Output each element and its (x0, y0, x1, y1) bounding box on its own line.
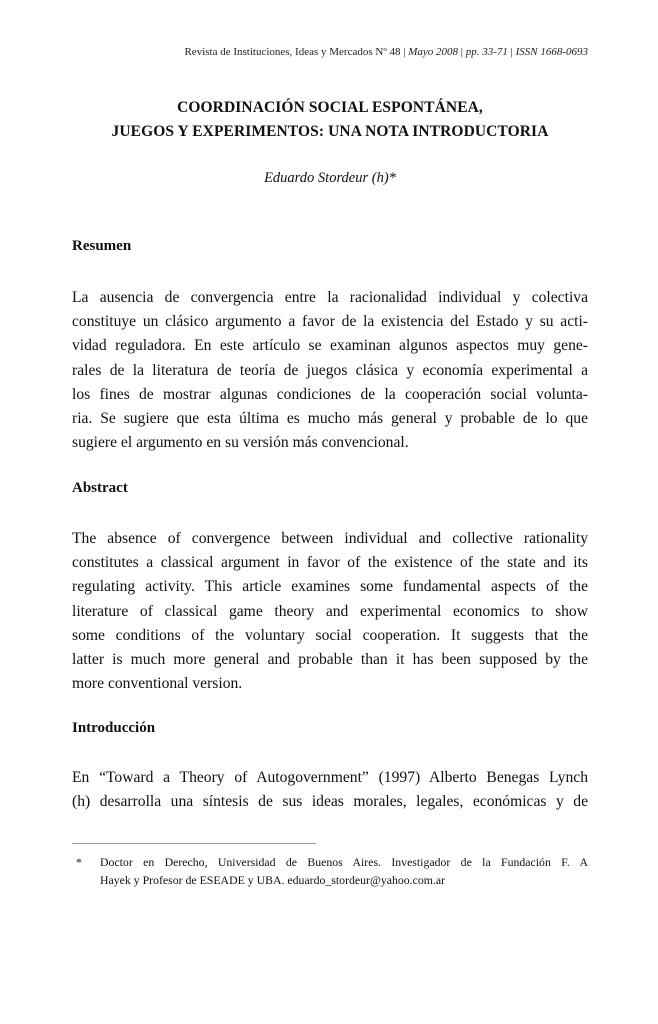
journal-name: Revista de Instituciones, Ideas y Mercados Nº 48 (184, 46, 401, 58)
title-line: JUEGOS Y EXPERIMENTOS: UNA NOTA INTRODUCTORIA (111, 123, 549, 140)
page-range: pp. 33-71 (465, 46, 508, 58)
introduccion-paragraph (72, 766, 588, 814)
footnote-line: Doctor en Derecho, Universidad de Buenos Aires. Investigador de la Fundación F. A (100, 855, 588, 869)
header-separator: | (458, 46, 466, 58)
resumen-paragraph (72, 286, 588, 455)
text-line: vidad reguladora. En este artículo se examinan algunos aspectos muy gene- (72, 337, 588, 355)
section-heading-abstract: Abstract (72, 480, 128, 496)
text-line: La ausencia de convergencia entre la racionalidad individual y colectiva (72, 289, 588, 306)
text-line: literature of classical game theory and experimental economics to show (72, 602, 588, 620)
text-line: latter is much more general and probable than it has been supposed by the (72, 650, 588, 668)
text-line: ria. Se sugiere que esta última es mucho más general y probable de lo que (72, 409, 588, 427)
header-separator: | (400, 46, 409, 58)
section-heading-introduccion: Introducción (72, 720, 156, 736)
article-title (60, 96, 600, 144)
abstract-paragraph (72, 527, 588, 696)
footnote-marker: * (76, 855, 82, 869)
text-line: rales de la literatura de teoría de juegos clásica y economía experimental a (72, 361, 588, 379)
issn: ISSN 1668-0693 (515, 46, 588, 58)
text-line: constituye un clásico argumento a favor de la existencia del Estado y su acti- (72, 313, 588, 331)
text-line: some conditions of the voluntary social cooperation. It suggests that the (72, 626, 588, 644)
text-line: regulating activity. This article examines some fundamental aspects of the (72, 578, 588, 596)
text-line: (h) desarrolla una síntesis de sus ideas morales, legales, económicas y de (72, 793, 588, 811)
text-line: En “Toward a Theory of Autogovernment” (1997) Alberto Benegas Lynch (72, 769, 588, 786)
footnote-line: Hayek y Profesor de ESEADE y UBA. eduardo_stordeur@yahoo.com.ar (100, 873, 446, 887)
text-line: more conventional version. (72, 675, 243, 693)
text-line: constitutes a classical argument in favor of the existence of the state and its (72, 554, 588, 572)
header-separator: | (507, 46, 516, 58)
running-header (72, 46, 588, 58)
author-name: Eduardo Stordeur (h)* (264, 170, 396, 186)
text-line: sugiere el argumento en su versión más convencional. (72, 434, 409, 452)
text-line: The absence of convergence between individual and collective rationality (72, 530, 588, 547)
footnote-divider (72, 843, 316, 844)
issue-date: Mayo 2008 (408, 46, 458, 58)
section-heading-resumen: Resumen (72, 238, 132, 254)
text-line: los fines de mostrar algunas condiciones de la cooperación social volunta- (72, 385, 588, 403)
title-line: COORDINACIÓN SOCIAL ESPONTÁNEA, (177, 99, 483, 116)
footnote-text (100, 853, 588, 889)
